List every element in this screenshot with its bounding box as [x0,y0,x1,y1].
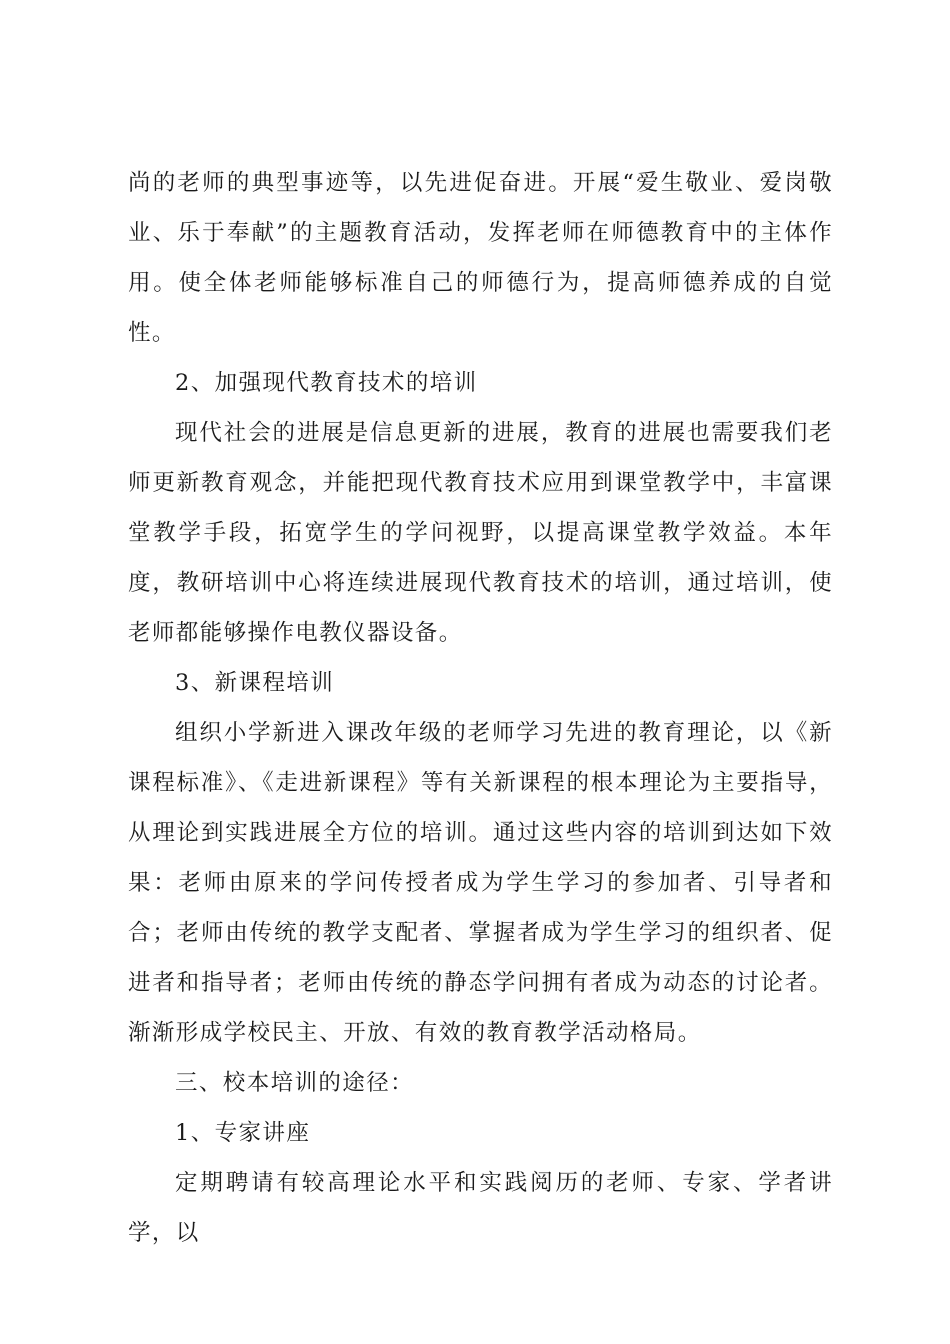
heading-new-curriculum-training: 3、新课程培训 [175,670,335,696]
heading-training-approaches: 三、校本培训的途径： [175,1070,415,1096]
paragraph-expert-lectures: 定期聘请有较高理论水平和实践阅历的老师、专家、学者讲学，以 [128,1170,833,1246]
document-body [128,158,833,1258]
paragraph-new-curriculum: 组织小学新进入课改年级的老师学习先进的教育理论，以《新课程标准》、《走进新课程》等有关新课程的根本理论为主要指导，从理论到实践进展全方位的培训。通过这些内容的培训到达如下效果：老师由原来的学问传授者成为学生学习的参加者、引导者和合；老师由传统的教学支配者、掌握者成为学生学习的组织者、促进者和指导者；老师由传统的静态学问拥有者成为动态的讨论者。渐渐形成学校民主、开放、有效的教育教学活动格局。 [128,720,833,1046]
paragraph-modern-tech: 现代社会的进展是信息更新的进展，教育的进展也需要我们老师更新教育观念，并能把现代教育技术应用到课堂教学中，丰富课堂教学手段，拓宽学生的学问视野，以提高课堂教学效益。本年度，教研培训中心将连续进展现代教育技术的培训，通过培训，使老师都能够操作电教仪器设备。 [128,420,833,646]
heading-expert-lectures: 1、专家讲座 [175,1120,311,1146]
heading-modern-tech-training: 2、加强现代教育技术的培训 [175,370,478,396]
paragraph-continuation: 尚的老师的典型事迹等，以先进促奋进。开展“爱生敬业、爱岗敬业、乐于奉献”的主题教育活动，发挥老师在师德教育中的主体作用。使全体老师能够标准自己的师德行为，提高师德养成的自觉性。 [128,170,833,346]
